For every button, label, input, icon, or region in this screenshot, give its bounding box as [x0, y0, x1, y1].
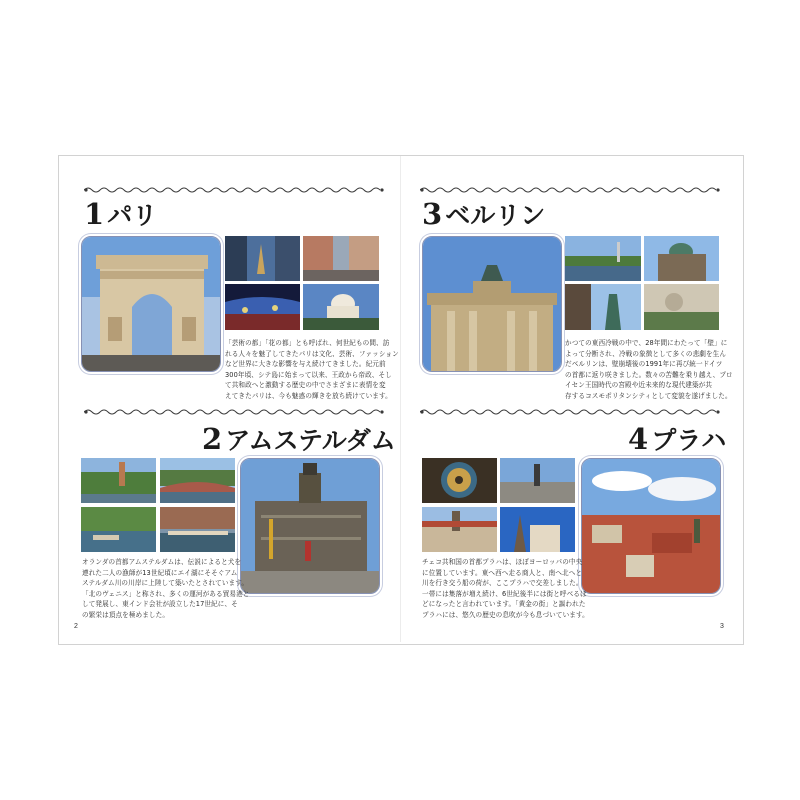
text-line: チェコ共和国の首都プラハは、ほぼヨーロッパの中央 — [422, 558, 583, 566]
photo-prague-charles-bridge — [500, 458, 575, 503]
section-name: アムステルダム — [225, 426, 396, 455]
text-line: に位置しています。東へ西へ走る商人と、南へ北へと — [422, 568, 583, 577]
photo-amsterdam-bridge — [160, 458, 235, 503]
section-number: 3 — [422, 197, 443, 231]
section-title-paris — [84, 199, 157, 231]
text-line: えてきたパリは、今も魅惑の輝きを放ち続けています。 — [225, 391, 392, 400]
photo-prague-astronomical-clock — [422, 458, 497, 503]
text-line: 川を行き交う船の荷が、ここプラハで交差しました。 — [422, 579, 583, 588]
page-gutter — [400, 156, 401, 642]
photo-berlin-cathedral — [644, 236, 719, 281]
photo-berlin-relief — [644, 284, 719, 330]
page-number-right: 3 — [720, 623, 724, 630]
photo-amsterdam-canal-side — [160, 507, 235, 552]
photo-paris-champs-elysees-night — [225, 284, 300, 330]
photo-amsterdam-canal-boats — [81, 507, 156, 552]
text-line: よって分断され、冷戦の象徴として多くの悲劇を生ん — [565, 349, 727, 358]
ornament-divider — [420, 408, 720, 416]
section-body-prague — [422, 557, 589, 621]
page-number-left: 2 — [74, 623, 78, 630]
text-line: など世界に大きな影響を与え続けてきました。紀元前 — [225, 360, 386, 369]
section-body-berlin — [565, 338, 733, 402]
text-line: オランダの首都アムステルダムは、伝説によると犬を — [82, 558, 242, 566]
section-name: プラハ — [651, 426, 727, 455]
photo-berlin-statue — [565, 284, 641, 330]
ornament-divider — [84, 408, 384, 416]
photo-paris-eiffel-reflection — [225, 236, 300, 281]
text-line: イセン王国時代の宮殿や近未来的な現代建築が共 — [565, 381, 713, 390]
text-line: て共和政へと激動する歴史の中でさまざまに表情を変 — [225, 381, 386, 390]
photo-royal-palace-dam-square — [240, 458, 380, 594]
section-name: ベルリン — [445, 201, 546, 230]
text-line: の首都に返り咲きました。数々の苦難を乗り越え、プロ — [565, 370, 733, 379]
photo-prague-tyn-church — [500, 507, 575, 552]
photo-brandenburg-gate — [422, 236, 562, 372]
section-body-paris — [225, 338, 399, 402]
section-name: パリ — [107, 201, 158, 230]
photo-arc-de-triomphe — [81, 236, 221, 372]
text-line: どになったと言われています。「黄金の街」と謳われた — [422, 600, 586, 609]
section-number: 2 — [202, 422, 223, 456]
photo-amsterdam-canal-houses — [81, 458, 156, 503]
section-number: 4 — [628, 422, 649, 456]
text-line: 存するコスモポリタンシティとして変貌を遂げました。 — [565, 391, 732, 400]
section-number: 1 — [84, 197, 105, 231]
text-line: だベルリンは、壁崩壊後の1991年に再び統一ドイツ — [565, 360, 723, 369]
photo-prague-old-town — [422, 507, 497, 552]
text-line: 「北のヴェニス」と称され、多くの運河がある貿易港と — [82, 589, 250, 598]
section-body-amsterdam — [82, 557, 249, 621]
ornament-divider — [84, 186, 384, 194]
text-line: 一帯には集落が増え続け、6世紀後半には街と呼べるほ — [422, 589, 587, 598]
photo-berlin-riverside — [565, 236, 641, 281]
photo-paris-street — [303, 236, 379, 281]
text-line: ステルダム川の川岸に上陸して築いたとされています。 — [82, 579, 249, 588]
text-line: して発展し、東インド会社が設立した17世紀に、そ — [82, 600, 238, 609]
text-line: プラハには、悠久の歴史の息吹が今も息づいています。 — [422, 610, 589, 619]
photo-sacre-coeur — [303, 284, 379, 330]
text-line: の繁栄は頂点を極めました。 — [82, 610, 170, 619]
section-title-berlin — [422, 199, 545, 231]
text-line: 300年頃、シテ島に始まって以来、王政から帝政、そし — [225, 370, 392, 379]
section-title-amsterdam — [202, 424, 396, 456]
text-line: 「芸術の都」「花の都」とも呼ばれ、何世紀もの間、訪 — [225, 339, 390, 347]
ornament-divider — [420, 186, 720, 194]
text-line: れる人々を魅了してきたパリは文化、芸術、ファッション — [225, 349, 399, 358]
photo-prague-panorama — [581, 458, 721, 594]
text-line: かつての東西冷戦の中で、28年間にわたって「壁」に — [565, 339, 728, 347]
section-title-prague — [628, 424, 726, 456]
text-line: 連れた二人の漁師が13世紀頃にエイ湖にそそぐアム — [82, 568, 238, 577]
